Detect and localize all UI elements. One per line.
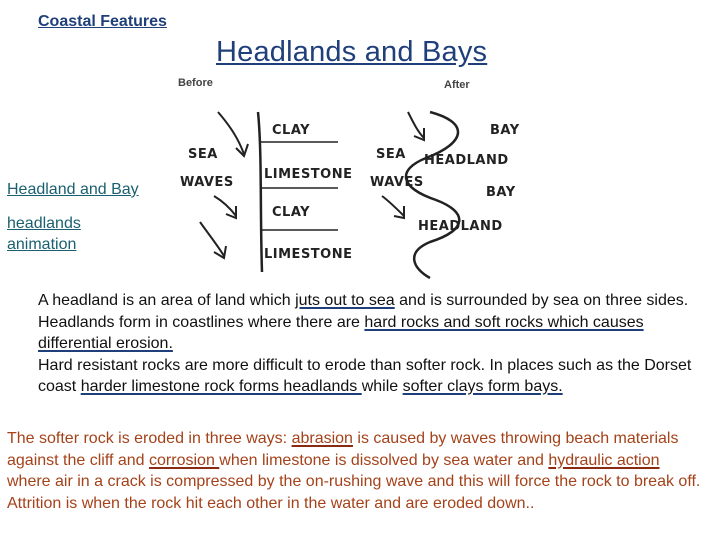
label-limestone-1: LIMESTONE [264, 167, 353, 182]
p2-underline-corrosion: corrosion [149, 451, 220, 469]
headland-bay-diagram [168, 72, 528, 284]
label-sea-after: SEA [376, 147, 406, 162]
topic-heading: Coastal Features [38, 13, 167, 30]
link-headlands-animation-line2[interactable]: animation [7, 236, 77, 253]
label-headland-1: HEADLAND [424, 153, 509, 168]
label-waves-before: WAVES [180, 175, 234, 190]
label-limestone-2: LIMESTONE [264, 247, 353, 262]
label-headland-2: HEADLAND [418, 219, 503, 234]
p1-text-4: while [361, 378, 403, 395]
link-headlands-animation-line1[interactable]: headlands [7, 215, 81, 232]
p2-underline-abrasion: abrasion [291, 430, 353, 447]
p1-underline-limestone: harder limestone rock forms headlands [80, 378, 362, 395]
label-clay-1: CLAY [272, 123, 311, 138]
p2-text-2: is caused by waves throwing beach materials against the cliff and [7, 430, 679, 469]
p1-text-2: and is surrounded by sea on three sides. Headlands form in coastlines where there are [38, 292, 689, 331]
p1-underline-differential: hard rocks and soft rocks which causes differential erosion. [38, 313, 644, 352]
p2-underline-hydraulic: hydraulic action [548, 451, 660, 469]
diagram-after-label: After [444, 79, 470, 91]
p2-text-4: where air in a crack is compressed by the on-rushing wave and this will force the rock to break off. Attrition is when the rock hit each other in the water and are eroded down.. [7, 473, 701, 512]
page-title: Headlands and Bays [216, 36, 488, 68]
p1-text-1: A headland is an area of land which [38, 292, 296, 309]
diagram-before-label: Before [178, 77, 213, 89]
paragraph-headland-definition [38, 290, 698, 398]
p2-text-3: when limestone is dissolved by sea water and [219, 451, 549, 469]
label-bay-2: BAY [486, 185, 516, 200]
p2-text-1: The softer rock is eroded in three ways: [7, 430, 292, 447]
p1-underline-juts: juts out to sea [295, 292, 395, 309]
p1-text-3: Hard resistant rocks are more difficult to erode than softer rock. In places such as the Dorset coast [38, 356, 692, 395]
paragraph-erosion-processes [7, 428, 707, 514]
p1-underline-clays: softer clays form bays. [402, 378, 563, 395]
label-bay-1: BAY [490, 123, 520, 138]
link-headland-and-bay[interactable]: Headland and Bay [7, 181, 139, 198]
label-clay-2: CLAY [272, 205, 311, 220]
label-waves-after: WAVES [370, 175, 424, 190]
label-sea-before: SEA [188, 147, 218, 162]
link-headlands-animation[interactable] [7, 213, 81, 255]
